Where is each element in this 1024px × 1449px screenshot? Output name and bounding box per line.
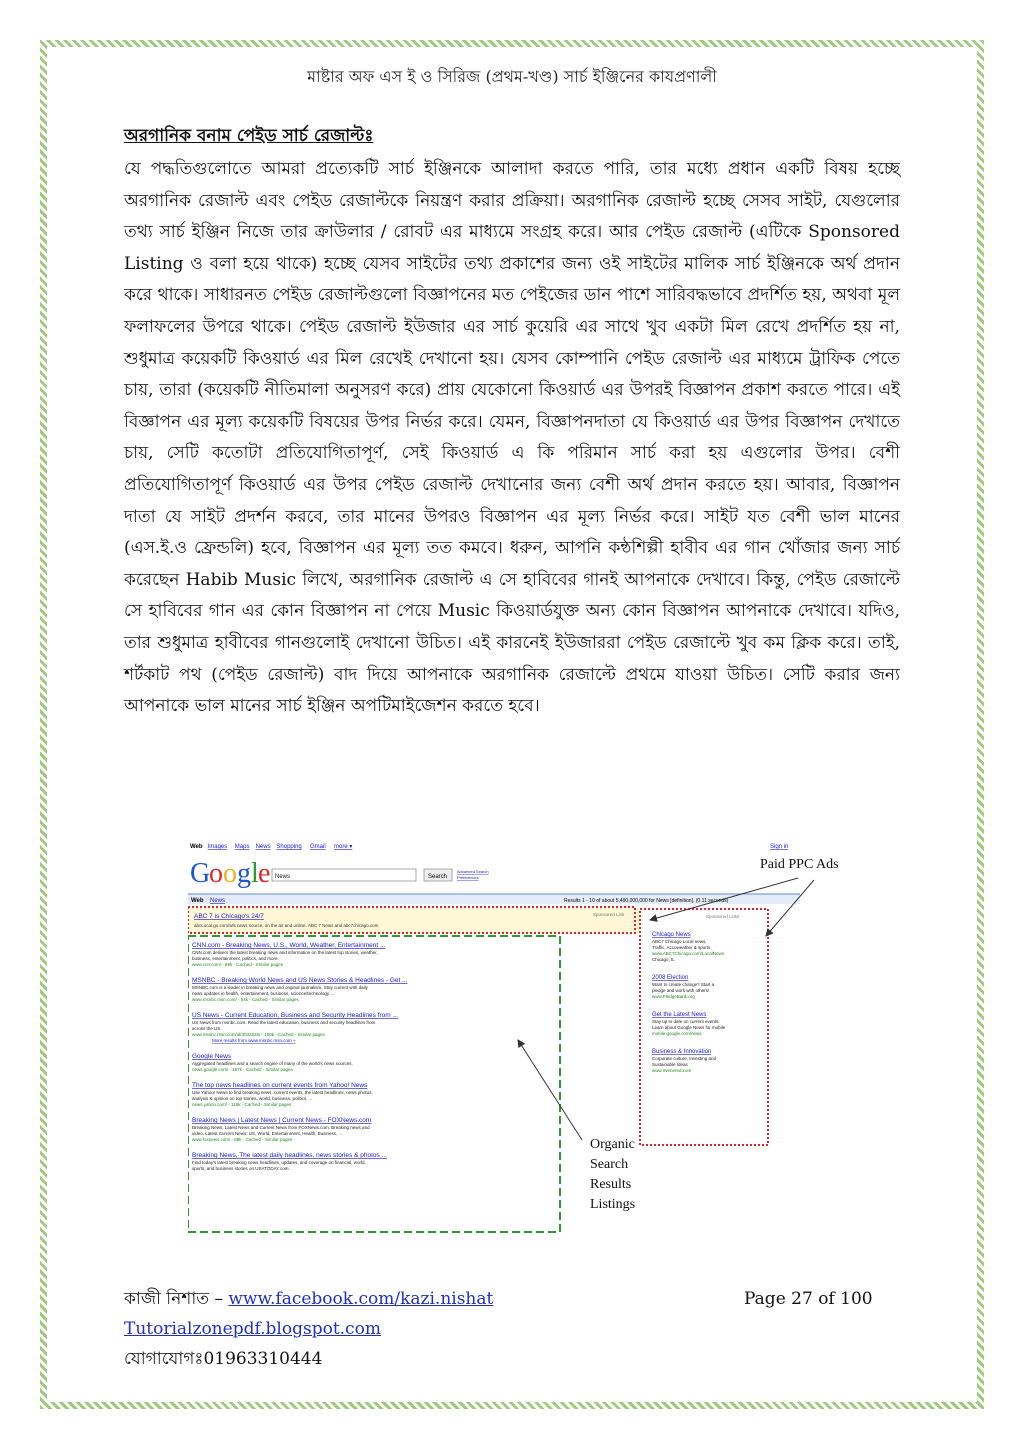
organic-result-title: MSNBC - Breaking World News and US News Stories & Headlines - Get ...	[192, 977, 408, 984]
serp-nav-link: Web	[190, 844, 203, 850]
footer-left	[124, 1284, 493, 1374]
organic-result-url: www.msnbc.msn.com/id/3032525/ - 100k - Cached - Similar pages	[192, 1032, 325, 1037]
top-ad-line: abcLocal.go.com/wls news source, on the air and online. ABC 7 News and abc7chicago.com	[194, 923, 379, 928]
organic-callout-line: Listings	[590, 1197, 636, 1212]
organic-result-url: www.foxnews.com/ - 68k - Cached - Similar pages	[192, 1137, 293, 1142]
organic-result-url: news.yahoo.com/ - 115k - Cached - Similar pages	[192, 1102, 292, 1107]
section-heading: অরগানিক বনাম পেইড সার্চ রেজাল্টঃ	[124, 126, 374, 146]
organic-result-snippet: US News from msnbc.com. Read the latest education, business and security headlines from	[192, 1020, 376, 1025]
serp-tab-web: Web	[191, 898, 204, 904]
organic-result-url: www.msnbc.msn.com/ - 94k - Cached - Similar pages	[192, 997, 299, 1002]
organic-result-title: Breaking News | Latest News | Current News - FOXNews.com	[192, 1117, 372, 1124]
footer-separator: –	[214, 1289, 223, 1309]
contact-label: যোগাযোগঃ	[124, 1349, 204, 1369]
organic-callout-line: Organic	[590, 1137, 635, 1152]
side-ad-line: Want to create change? Start a	[652, 982, 715, 987]
organic-result-title: Breaking News, The latest daily headlines, news stories & photos ...	[192, 1152, 387, 1159]
serp-search-input	[272, 869, 416, 881]
organic-result-title: US News - Current Education, Business and Security Headlines from ...	[192, 1012, 398, 1019]
side-ad-title: Business & Innovation	[652, 1049, 712, 1055]
side-ad-url: www.nvenered.com	[652, 1068, 692, 1073]
blog-link[interactable]: Tutorialzonepdf.blogspot.com	[124, 1319, 381, 1339]
side-ad-line: Stay up to date on current events.	[652, 1019, 720, 1024]
serp-results-info: Results 1 - 10 of about 5,490,000,000 for News [definition]. (0.11 seconds)	[564, 898, 729, 904]
organic-result-snippet: sports, and business stories on USATODAY.com.	[192, 1166, 290, 1171]
side-ad-extra: Chicago, IL	[652, 957, 675, 962]
organic-result-title: CNN.com - Breaking News, U.S., World, Weather, Entertainment ...	[192, 942, 386, 949]
side-sponsored-label: Sponsored Links	[706, 914, 740, 919]
google-logo-letter: g	[237, 858, 251, 889]
organic-result-more: More results from www.msnbc.msn.com »	[212, 1038, 296, 1043]
organic-result-snippet: video. Latest Current News: US, World, Entertainment, Health, Business, ...	[192, 1131, 343, 1136]
organic-result-snippet: Find today's latest breaking news headlines, updates, and coverage on financial, world,	[192, 1160, 366, 1165]
serp-nav-link: more ▾	[334, 844, 353, 850]
page-number: Page 27 of 100	[744, 1289, 873, 1309]
top-ad-title: ABC 7 is Chicago's 24/7	[194, 913, 264, 920]
side-ad-title: Get the Latest News	[652, 1012, 707, 1018]
serp-preferences-link: Preferences	[457, 875, 479, 880]
organic-result-snippet: analysis & opinion on top stories, world, business, politics, ...	[192, 1096, 313, 1101]
side-ad-line: Sustainable Ideas	[652, 1062, 688, 1067]
side-ad-line: Learn about Google News for mobile	[652, 1025, 726, 1030]
organic-result-snippet: news updates in health, entertainment, business, science/technology ...	[192, 991, 335, 996]
paid-ppc-ads-callout: Paid PPC Ads	[760, 857, 839, 872]
body-area	[124, 124, 900, 723]
side-ad-url: www.PledgeBank.org	[652, 994, 695, 999]
running-header: মাষ্টার অফ এস ই ও সিরিজ (প্রথম-খণ্ড) সার্চ ইঞ্জিনের কাযপ্রণালী	[307, 67, 717, 86]
organic-result-snippet: MSNBC.com is a leader in breaking news and original journalism. Stay current with daily	[192, 985, 368, 990]
google-logo-letter: o	[223, 858, 237, 889]
side-ad-title: 2008 Election	[652, 975, 689, 981]
serp-nav-link: Maps	[234, 844, 250, 850]
body-paragraph: যে পদ্ধতিগুলোতে আমরা প্রত্যেকটি সার্চ ইঞ্জিনকে আলাদা করতে পারি, তার মধ্যে প্রধান একটি বিষয় হচ্ছে অরগানিক রেজাল্ট এবং পেইড রেজাল্টকে নিয়ন্ত্রণ করার প্রক্রিয়া। অরগানিক রেজাল্ট হচ্ছে সেসব সাইট, যেগুলোর তথ্য সার্চ ইঞ্জিন নিজে তার ক্রাউলার / রোবট এর মাধ্যমে সংগ্রহ করে। আর পেইড রেজাল্ট (এটিকে Sponsored Listing ও বলা হয়ে থাকে) হচ্ছে যেসব সাইটের তথ্য প্রকাশের জন্য ওই সাইটের মালিক সার্চ ইঞ্জিনকে অর্থ প্রদান করে থাকে। সাধারনত পেইড রেজাল্টগুলো বিজ্ঞাপনের মত পেইজের ডান পাশে সারিবদ্ধভাবে প্রদর্শিত হয়, অথবা মূল ফলাফলের উপরে থাকে। পেইড রেজাল্ট ইউজার এর সার্চ কুয়েরি এর সাথে খুব একটা মিল রেখে প্রদর্শিত হয় না, শুধুমাত্র কয়েকটি কিওয়ার্ড এর মিল রেখেই দেখানো হয়। যেসব কোম্পানি পেইড রেজাল্ট এর মাধ্যমে ট্রাফিক পেতে চায়, তারা (কয়েকটি নীতিমালা অনুসরণ করে) প্রায় যেকোনো কিওয়ার্ড এর উপরই বিজ্ঞাপন প্রকাশ করতে পারে। এই বিজ্ঞাপন এর মূল্য কয়েকটি বিষয়ের উপর নির্ভর করে। যেমন, বিজ্ঞাপনদাতা যে কিওয়ার্ড এর উপর বিজ্ঞাপন দেখাতে চায়, সেটি কতোটা প্রতিযোগিতাপূর্ণ, সেই কিওয়ার্ড এ কি পরিমান সার্চ করা হয় এগুলোর উপর। বেশী প্রতিযোগিতাপূর্ণ কিওয়ার্ড এর উপর পেইড রেজাল্ট দেখানোর জন্য বেশী অর্থ প্রদান করতে হয়। আবার, বিজ্ঞাপন দাতা যে সাইট প্রদর্শন করবে, তার মানের উপরও বিজ্ঞাপন এর মূল্য নির্ভর করে। সাইট যত বেশী ভাল মানের (এস.ই.ও ফ্রেন্ডলি) হবে, বিজ্ঞাপন এর মূল্য তত কমবে। ধরুন, আপনি কন্ঠশিল্পী হাবীব এর গান খোঁজার জন্য সার্চ করেছেন Habib Music লিখে, অরগানিক রেজাল্ট এ সে হাবিবের গানই আপনাকে দেখাবে। কিন্তু, পেইড রেজাল্টে সে হাবিবের গান এর কোন বিজ্ঞাপন না পেয়ে Music কিওয়ার্ডযুক্ত অন্য কোন বিজ্ঞাপন আপনাকে দেখাবে। যদিও, তার শুধুমাত্র হাবীবের গানগুলোই দেখানো উচিত। এই কারনেই ইউজাররা পেইড রেজাল্টে খুব কম ক্লিক করে। তাই, শর্টকাট পথ (পেইড রেজাল্ট) বাদ দিয়ে আপনাকে অরগানিক রেজাল্টে প্রথমে যাওয়া উচিত। সেটি করার জন্য আপনাকে ভাল মানের সার্চ ইঞ্জিন অপটিমাইজেশন করতে হবে।	[124, 159, 900, 717]
google-logo-letter: l	[251, 858, 259, 889]
organic-callout-line: Search	[590, 1157, 629, 1172]
serp-advanced-search-link: Advanced Search	[457, 869, 489, 874]
contact-number: 01963310444	[203, 1349, 323, 1369]
side-ad-line: Traffic, Accuweather & sports	[652, 945, 711, 950]
organic-result-title: Google News	[192, 1053, 232, 1060]
organic-result-snippet: Breaking News, Latest News and Current News from FOXNews.com. Breaking news and	[192, 1125, 370, 1130]
side-ad-line: pledge and work with others!	[652, 988, 710, 993]
top-sponsored-label: Sponsored Link	[593, 912, 625, 917]
organic-result-title: The top news headlines on current events from Yahoo! News	[192, 1082, 368, 1089]
serp-nav-link: Shopping	[276, 844, 302, 850]
organic-result-snippet: business, entertainment, politics, and more.	[192, 956, 279, 961]
side-ad-line: Corporate culture, Investing and	[652, 1056, 717, 1061]
facebook-link[interactable]: www.facebook.com/kazi.nishat	[228, 1289, 494, 1309]
side-ad-title: Chicago News	[652, 932, 691, 938]
serp-search-button-label: Search	[428, 874, 448, 880]
serp-screenshot	[188, 840, 860, 1240]
organic-result-url: news.google.com/ - 167k - Cached - Similar pages	[192, 1067, 293, 1072]
top-ad-background	[189, 908, 641, 933]
side-ad-url: www.ABC7Chicago.com/LocalNews	[652, 951, 725, 956]
google-logo-letter: e	[258, 858, 271, 889]
organic-result-snippet: across the US.	[192, 1026, 222, 1031]
organic-result-snippet: CNN.com delivers the latest breaking news and information on the latest top stories, weather,	[192, 950, 378, 955]
serp-nav-link: Gmail	[310, 844, 326, 850]
organic-result-url: www.cnn.com/ - 89k - Cached - Similar pages	[192, 962, 284, 967]
side-ad-line: ABC7 Chicago Local news,	[652, 939, 707, 944]
serp-sign-in-link: Sign in	[770, 844, 789, 850]
organic-callout-line: Results	[590, 1177, 632, 1192]
google-logo-letter: G	[190, 858, 211, 889]
organic-result-snippet: Use Yahoo! News to find breaking news, current events, the latest headlines, news photos,	[192, 1090, 373, 1095]
side-ad-url: mobile.google.com/news	[652, 1031, 702, 1036]
organic-result-snippet: Aggregated headlines and a search engine of many of the world's news sources.	[192, 1061, 353, 1066]
serp-search-value: News	[275, 874, 291, 880]
author-name: কাজী নিশাত	[124, 1289, 210, 1309]
google-logo-letter: o	[209, 858, 223, 889]
google-serp-figure	[188, 840, 860, 1240]
serp-tab-news: News	[210, 898, 226, 904]
serp-nav-link: Images	[207, 844, 228, 850]
serp-nav-link: News	[255, 844, 271, 850]
